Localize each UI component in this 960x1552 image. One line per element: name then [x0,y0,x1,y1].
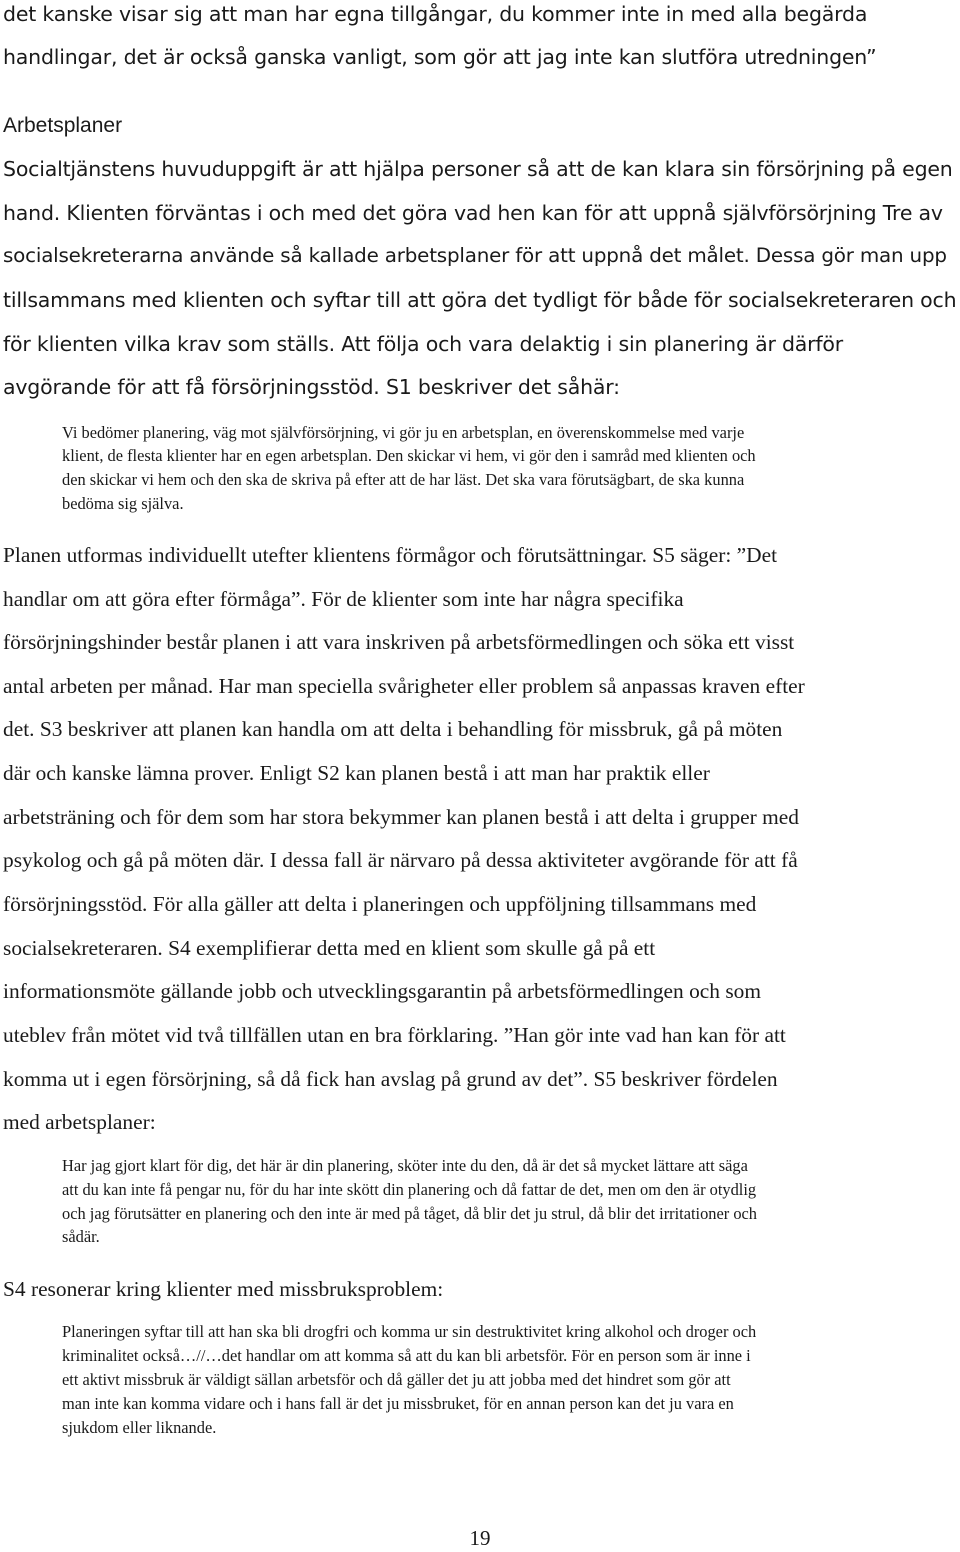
paragraph-2-line: handlar om att göra efter förmåga”. För de klienter som inte har några specifika [3,587,684,611]
paragraph-2-line: försörjningsstöd. För alla gäller att delta i planeringen och uppföljning tillsammans med [3,892,757,916]
paragraph-2-line: det. S3 beskriver att planen kan handla om att delta i behandling för missbruk, gå på möten [3,717,783,741]
quote-1-line: bedöma sig själva. [62,494,184,513]
paragraph-2-line: komma ut i egen försörjning, så då fick han avslag på grund av det”. S5 beskriver fördelen [3,1067,778,1091]
paragraph-1-line: avgörande för att få försörjningsstöd. S1 beskriver det såhär: [3,375,620,399]
paragraph-2-line: försörjningshinder består planen i att vara inskriven på arbetsförmedlingen och söka ett visst [3,630,795,654]
paragraph-2-line: psykolog och gå på möten där. I dessa fall är närvaro på dessa aktiviteter avgörande för att få [3,848,798,872]
paragraph-2-line: där och kanske lämna prover. Enligt S2 kan planen bestå i att man har praktik eller [3,761,710,785]
quote-3-line: man inte kan komma vidare och i hans fall är det ju missbruket, för en annan person kan det ju vara en [62,1394,734,1413]
paragraph-2-line: informationsmöte gällande jobb och utvecklingsgarantin på arbetsförmedlingen och som [3,979,761,1003]
quote-2-line: och jag förutsätter en planering och den inte är med på tåget, då blir det ju strul, då blir det irritationer och [62,1204,757,1223]
paragraph-intro-line: handlingar, det är också ganska vanligt, som gör att jag inte kan slutföra utredningen” [3,45,877,69]
quote-2-line: sådär. [62,1227,100,1246]
page-number: 19 [469,1526,491,1550]
quote-2-line: att du kan inte få pengar nu, för du har inte skött din planering och då fattar de det, men om den är otydlig [62,1180,757,1199]
paragraph-2-line: socialsekreteraren. S4 exemplifierar detta med en klient som skulle gå på ett [3,936,656,960]
paragraph-3: S4 resonerar kring klienter med missbruksproblem: [3,1277,444,1301]
paragraph-2-line: antal arbeten per månad. Har man speciella svårigheter eller problem så anpassas kraven efter [3,674,805,698]
quote-3-line: kriminalitet också…//…det handlar om att komma så att du kan bli arbetsför. För en person som är inne i [62,1346,751,1365]
quote-3-line: sjukdom eller liknande. [62,1418,217,1437]
quote-3-line: Planeringen syftar till att han ska bli drogfri och komma ur sin destruktivitet kring alkohol och droger och [62,1322,757,1341]
paragraph-intro-line: det kanske visar sig att man har egna tillgångar, du kommer inte in med alla begärda [3,2,868,26]
quote-1-line: den skickar vi hem och den ska de skriva på efter att de har läst. Det ska vara förutsägbart, de ska kunna [62,470,745,489]
paragraph-1-line: hand. Klienten förväntas i och med det göra vad hen kan för att uppnå självförsörjning Tre av [3,201,943,225]
quote-1-line: Vi bedömer planering, väg mot självförsörjning, vi gör ju en arbetsplan, en överenskommelse med varje [62,423,745,442]
paragraph-1-line: tillsammans med klienten och syftar till att göra det tydligt för både för socialsekreteraren och [3,288,957,312]
paragraph-2-line: uteblev från mötet vid två tillfällen utan en bra förklaring. ”Han gör inte vad han kan för att [3,1023,786,1047]
paragraph-1-line: socialsekreterarna använde så kallade arbetsplaner för att uppnå det målet. Dessa gör man upp [3,244,947,267]
quote-2-line: Har jag gjort klart för dig, det här är din planering, sköter inte du den, då är det så mycket lättare att säga [62,1156,748,1175]
quote-3-line: ett aktivt missbruk är väldigt sällan arbetsför och då gäller det ju att jobba med det hindret som gör att [62,1370,731,1389]
section-heading: Arbetsplaner [3,114,123,137]
paragraph-2-line: arbetsträning och för dem som har stora bekymmer kan planen bestå i att delta i grupper med [3,805,799,829]
paragraph-2-line: med arbetsplaner: [3,1110,156,1134]
paragraph-1-line: för klienten vilka krav som ställs. Att följa och vara delaktig i sin planering är därför [3,332,843,356]
paragraph-1-line: Socialtjänstens huvuduppgift är att hjälpa personer så att de kan klara sin försörjning på egen [3,157,953,181]
paragraph-2-line: Planen utformas individuellt utefter klientens förmågor och förutsättningar. S5 säger: ”Det [3,543,778,567]
quote-1-line: klient, de flesta klienter har en egen arbetsplan. Den skickar vi hem, vi gör den i samråd med klienten och [62,446,756,465]
